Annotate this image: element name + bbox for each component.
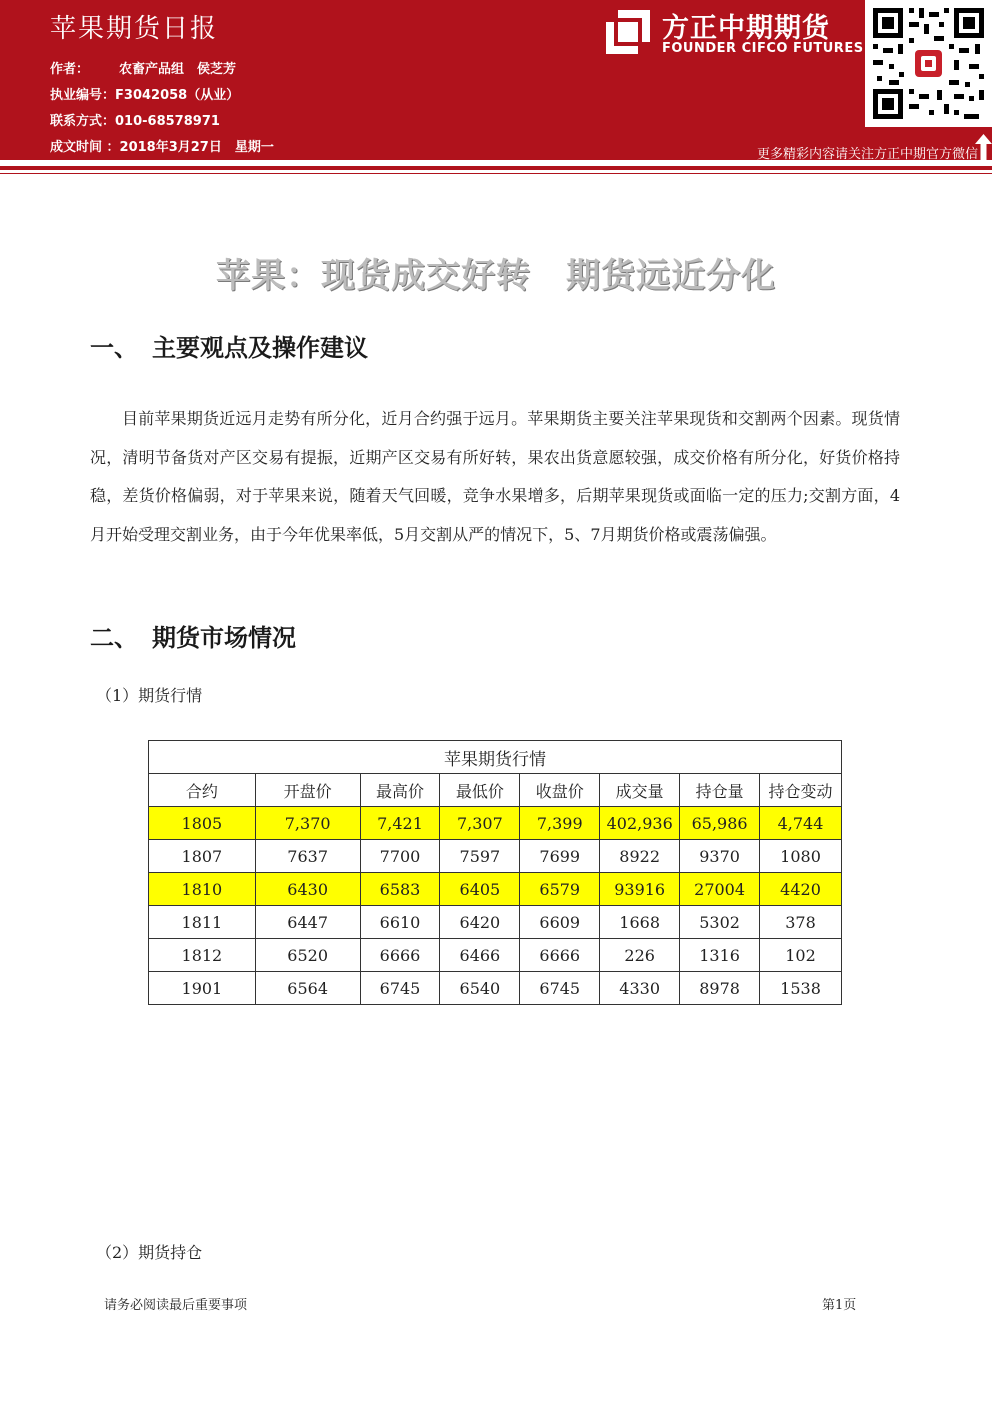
table-cell: 4420 — [760, 873, 842, 906]
table-cell: 1810 — [149, 873, 256, 906]
company-logo — [604, 8, 864, 58]
table-row — [149, 840, 842, 873]
report-header — [0, 0, 992, 160]
table-cell: 6420 — [440, 906, 520, 939]
report-title: 苹果期货日报 — [50, 14, 219, 44]
table-cell: 5302 — [680, 906, 760, 939]
column-header: 最高价 — [360, 774, 440, 807]
section-1-number: 一、 — [90, 334, 138, 362]
table-cell: 1807 — [149, 840, 256, 873]
table-cell: 8978 — [680, 972, 760, 1005]
table-cell: 6745 — [520, 972, 600, 1005]
table-cell: 9370 — [680, 840, 760, 873]
license-value: F3042058（从业） — [115, 88, 240, 103]
footer-disclaimer-notice: 请务必阅读最后重要事项 — [104, 1298, 248, 1313]
article-title: 苹果：现货成交好转 期货远近分化 — [216, 256, 776, 296]
table-row — [149, 939, 842, 972]
table-cell: 6583 — [360, 873, 440, 906]
table-cell: 6745 — [360, 972, 440, 1005]
table-cell: 27004 — [680, 873, 760, 906]
column-header: 最低价 — [440, 774, 520, 807]
table-cell: 6579 — [520, 873, 600, 906]
section-1-heading — [90, 328, 368, 363]
table-cell: 4,744 — [760, 807, 842, 840]
table-cell: 7700 — [360, 840, 440, 873]
table-cell: 1668 — [600, 906, 680, 939]
table-cell: 1316 — [680, 939, 760, 972]
license-label: 执业编号： — [50, 88, 116, 103]
table-cell: 6609 — [520, 906, 600, 939]
table-cell: 6666 — [360, 939, 440, 972]
arrow-up-icon — [975, 134, 992, 160]
wechat-qr-code — [865, 0, 992, 127]
contact-label: 联系方式： — [50, 114, 116, 129]
table-cell: 65,986 — [680, 807, 760, 840]
table-cell: 6405 — [440, 873, 520, 906]
date-line — [50, 136, 274, 155]
table-cell: 6447 — [255, 906, 360, 939]
summary-paragraph: 目前苹果期货近远月走势有所分化，近月合约强于远月。苹果期货主要关注苹果现货和交割两个因素。现货情况，清明节备货对产区交易有提振，近期产区交易有所好转，果农出货意愿较强，成交价格有所分化，好货价格持稳，差货价格偏弱，对于苹果来说，随着天气回暖，竞争水果增多，后期苹果现货或面临一定的压力;交割方面，4月开始受理交割业务，由于今年优果率低，5月交割从严的情况下，5、7月期货价格或震荡偏强。 — [90, 409, 900, 544]
table-cell: 8922 — [600, 840, 680, 873]
table-cell: 1805 — [149, 807, 256, 840]
contact-line — [50, 110, 220, 129]
logo-english-name: FOUNDER CIFCO FUTURES — [662, 41, 864, 56]
date-value: 2018年3月27日 星期一 — [119, 140, 274, 155]
header-divider-thin — [0, 173, 992, 174]
logo-chinese-name: 方正中期期货 — [662, 13, 830, 44]
table-cell: 7699 — [520, 840, 600, 873]
table-row — [149, 972, 842, 1005]
table-cell: 1812 — [149, 939, 256, 972]
table-cell: 6564 — [255, 972, 360, 1005]
subsection-futures-positions: （2）期货持仓 — [96, 1243, 203, 1262]
author-label: 作者： — [50, 62, 90, 77]
table-cell: 1901 — [149, 972, 256, 1005]
table-cell: 6430 — [255, 873, 360, 906]
follow-wechat-text: 更多精彩内容请关注方正中期官方微信 — [756, 147, 978, 162]
table-cell: 7,399 — [520, 807, 600, 840]
qr-code-icon — [865, 0, 992, 127]
table-cell: 6610 — [360, 906, 440, 939]
table-cell: 6540 — [440, 972, 520, 1005]
table-cell: 6666 — [520, 939, 600, 972]
column-header: 开盘价 — [255, 774, 360, 807]
table-cell: 7597 — [440, 840, 520, 873]
license-line — [50, 84, 239, 103]
column-header: 成交量 — [600, 774, 680, 807]
column-header: 持仓量 — [680, 774, 760, 807]
table-cell: 378 — [760, 906, 842, 939]
column-header: 合约 — [149, 774, 256, 807]
page-number: 第1页 — [822, 1298, 857, 1313]
date-label: 成文时间 ： — [50, 140, 120, 155]
header-divider — [0, 166, 992, 170]
section-2-number: 二、 — [90, 624, 138, 652]
table-caption: 苹果期货行情 — [149, 741, 842, 774]
table-caption-row — [149, 741, 842, 774]
author-value: 农畜产品组 侯芝芳 — [119, 62, 237, 77]
section-1-title: 主要观点及操作建议 — [152, 334, 368, 362]
table-body — [149, 741, 842, 1005]
contact-value: 010-68578971 — [115, 114, 220, 129]
table-cell: 102 — [760, 939, 842, 972]
table-cell: 1080 — [760, 840, 842, 873]
table-cell: 4330 — [600, 972, 680, 1005]
table-cell: 6466 — [440, 939, 520, 972]
author-line — [50, 58, 236, 77]
table-header-row — [149, 774, 842, 807]
column-header: 持仓变动 — [760, 774, 842, 807]
table-cell: 93916 — [600, 873, 680, 906]
table-cell: 226 — [600, 939, 680, 972]
table-cell: 6520 — [255, 939, 360, 972]
table-cell: 1538 — [760, 972, 842, 1005]
section-2-heading — [90, 618, 296, 653]
table-cell: 7,370 — [255, 807, 360, 840]
logo-mark-icon — [604, 8, 652, 56]
column-header: 收盘价 — [520, 774, 600, 807]
subsection-futures-quotes: （1）期货行情 — [96, 686, 203, 705]
table-row — [149, 873, 842, 906]
table-row — [149, 807, 842, 840]
table-cell: 1811 — [149, 906, 256, 939]
table-cell: 402,936 — [600, 807, 680, 840]
table-cell: 7637 — [255, 840, 360, 873]
section-2-title: 期货市场情况 — [152, 624, 296, 652]
table-cell: 7,421 — [360, 807, 440, 840]
table-cell: 7,307 — [440, 807, 520, 840]
futures-quote-table — [148, 740, 842, 1005]
table-row — [149, 906, 842, 939]
